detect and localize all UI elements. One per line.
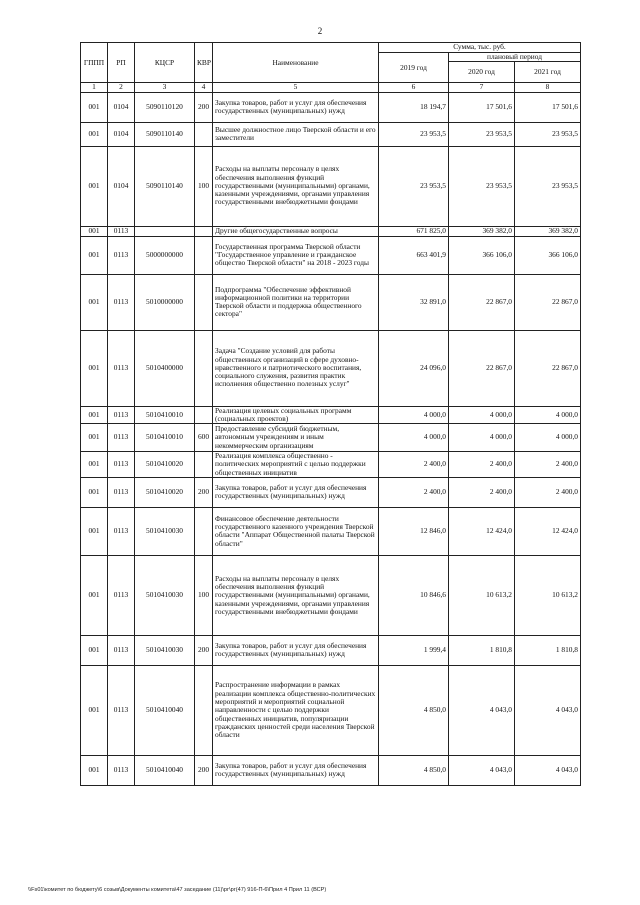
header-year-2020: 2020 год bbox=[449, 62, 515, 83]
cell-kcsr bbox=[135, 226, 195, 236]
table-row bbox=[81, 92, 581, 122]
cell-2019: 4 000,0 bbox=[379, 406, 449, 424]
cell-2020: 2 400,0 bbox=[449, 452, 515, 478]
cell-name: Подпрограмма "Обеспечение эффективной информационной политики на территории Тверской области и поддержка общественного сектора" bbox=[213, 274, 379, 330]
cell-2021: 366 106,0 bbox=[515, 236, 581, 274]
cell-rp: 0113 bbox=[108, 477, 135, 507]
cell-2019: 4 000,0 bbox=[379, 424, 449, 452]
cell-kcsr: 5090110140 bbox=[135, 146, 195, 226]
cell-rp: 0104 bbox=[108, 92, 135, 122]
cell-2021: 369 382,0 bbox=[515, 226, 581, 236]
cell-2021: 1 810,8 bbox=[515, 635, 581, 665]
cell-kcsr: 5010410030 bbox=[135, 555, 195, 635]
column-number: 2 bbox=[108, 83, 135, 92]
cell-rp: 0113 bbox=[108, 555, 135, 635]
cell-2019: 4 850,0 bbox=[379, 755, 449, 785]
cell-kcsr: 5010000000 bbox=[135, 274, 195, 330]
cell-2020: 12 424,0 bbox=[449, 507, 515, 555]
cell-2021: 17 501,6 bbox=[515, 92, 581, 122]
cell-kcsr: 5010400000 bbox=[135, 330, 195, 406]
cell-kcsr: 5000000000 bbox=[135, 236, 195, 274]
cell-kvr bbox=[195, 452, 213, 478]
cell-2019: 10 846,6 bbox=[379, 555, 449, 635]
column-number: 1 bbox=[81, 83, 108, 92]
cell-kcsr: 5090110140 bbox=[135, 122, 195, 146]
cell-name: Высшее должностное лицо Тверской области и его заместители bbox=[213, 122, 379, 146]
cell-name: Государственная программа Тверской области "Государственное управление и гражданское общество Тверской области" на 2018 - 2023 годы bbox=[213, 236, 379, 274]
cell-name: Реализация комплекса общественно - политических мероприятий с целью поддержки общественных инициатив bbox=[213, 452, 379, 478]
cell-gppp: 001 bbox=[81, 146, 108, 226]
cell-2020: 366 106,0 bbox=[449, 236, 515, 274]
cell-rp: 0113 bbox=[108, 665, 135, 755]
cell-rp: 0113 bbox=[108, 424, 135, 452]
cell-2020: 369 382,0 bbox=[449, 226, 515, 236]
cell-gppp: 001 bbox=[81, 424, 108, 452]
cell-rp: 0113 bbox=[108, 236, 135, 274]
cell-kcsr: 5010410040 bbox=[135, 755, 195, 785]
cell-2021: 4 000,0 bbox=[515, 424, 581, 452]
table-row bbox=[81, 330, 581, 406]
cell-2020: 2 400,0 bbox=[449, 477, 515, 507]
header-planned-period: плановый период bbox=[449, 53, 581, 62]
cell-kvr: 200 bbox=[195, 635, 213, 665]
cell-kvr: 200 bbox=[195, 755, 213, 785]
cell-rp: 0104 bbox=[108, 146, 135, 226]
cell-kvr: 200 bbox=[195, 477, 213, 507]
cell-name: Закупка товаров, работ и услуг для обеспечения государственных (муниципальных) нужд bbox=[213, 635, 379, 665]
cell-kvr: 200 bbox=[195, 92, 213, 122]
cell-gppp: 001 bbox=[81, 226, 108, 236]
cell-gppp: 001 bbox=[81, 507, 108, 555]
table-row bbox=[81, 555, 581, 635]
table-row bbox=[81, 507, 581, 555]
table-row bbox=[81, 452, 581, 478]
table-row bbox=[81, 122, 581, 146]
cell-name: Закупка товаров, работ и услуг для обеспечения государственных (муниципальных) нужд bbox=[213, 755, 379, 785]
cell-rp: 0113 bbox=[108, 330, 135, 406]
cell-kvr bbox=[195, 507, 213, 555]
cell-kvr bbox=[195, 665, 213, 755]
cell-kvr bbox=[195, 236, 213, 274]
cell-2019: 24 096,0 bbox=[379, 330, 449, 406]
cell-gppp: 001 bbox=[81, 330, 108, 406]
cell-2021: 12 424,0 bbox=[515, 507, 581, 555]
cell-gppp: 001 bbox=[81, 665, 108, 755]
header-sum: Сумма, тыс. руб. bbox=[379, 43, 581, 53]
column-numbers-row bbox=[81, 83, 581, 92]
cell-rp: 0113 bbox=[108, 755, 135, 785]
cell-kvr: 100 bbox=[195, 555, 213, 635]
cell-kcsr: 5010410040 bbox=[135, 665, 195, 755]
cell-rp: 0113 bbox=[108, 635, 135, 665]
file-path-footer: \\Fs01\комитет по бюджету\6 созыв\Документы комитета\47 заседание (11)\рг\рг(47) 916-П-6\Прил 4 Прил 11 (ВСР) bbox=[28, 887, 327, 893]
table-row bbox=[81, 274, 581, 330]
budget-table bbox=[80, 42, 581, 786]
cell-2021: 22 867,0 bbox=[515, 274, 581, 330]
cell-gppp: 001 bbox=[81, 406, 108, 424]
cell-2019: 32 891,0 bbox=[379, 274, 449, 330]
cell-name: Предоставление субсидий бюджетным, автономным учреждениям и иным некоммерческим организациям bbox=[213, 424, 379, 452]
cell-2019: 23 953,5 bbox=[379, 122, 449, 146]
header-year-2021: 2021 год bbox=[515, 62, 581, 83]
cell-kcsr: 5090110120 bbox=[135, 92, 195, 122]
header-rp: РП bbox=[108, 43, 135, 83]
cell-kcsr: 5010410020 bbox=[135, 452, 195, 478]
table-row bbox=[81, 226, 581, 236]
cell-2020: 23 953,5 bbox=[449, 146, 515, 226]
table-row bbox=[81, 477, 581, 507]
cell-gppp: 001 bbox=[81, 755, 108, 785]
cell-2020: 4 043,0 bbox=[449, 755, 515, 785]
table-row bbox=[81, 665, 581, 755]
cell-name: Распространение информации в рамках реализации комплекса общественно-политических мероприятий и мероприятий социальной направленности с целью поддержки общественных инициатив, популяризации гражданских ценностей среди населения Тверской области bbox=[213, 665, 379, 755]
cell-name: Расходы на выплаты персоналу в целях обеспечения выполнения функций государственными (муниципальными) органами, казенными учреждениями, органами управления государственными внебюджетными фондами bbox=[213, 146, 379, 226]
column-number: 4 bbox=[195, 83, 213, 92]
cell-2021: 23 953,5 bbox=[515, 122, 581, 146]
column-number: 7 bbox=[449, 83, 515, 92]
header-gppp: ГППП bbox=[81, 43, 108, 83]
cell-kvr bbox=[195, 330, 213, 406]
cell-name: Закупка товаров, работ и услуг для обеспечения государственных (муниципальных) нужд bbox=[213, 92, 379, 122]
table-row bbox=[81, 755, 581, 785]
cell-gppp: 001 bbox=[81, 92, 108, 122]
cell-kvr: 100 bbox=[195, 146, 213, 226]
cell-2020: 10 613,2 bbox=[449, 555, 515, 635]
table-row bbox=[81, 424, 581, 452]
cell-2020: 17 501,6 bbox=[449, 92, 515, 122]
cell-name: Финансовое обеспечение деятельности государственного казенного учреждения Тверской области "Аппарат Общественной палаты Тверской области" bbox=[213, 507, 379, 555]
cell-gppp: 001 bbox=[81, 236, 108, 274]
cell-2021: 4 000,0 bbox=[515, 406, 581, 424]
header-kcsr: КЦСР bbox=[135, 43, 195, 83]
cell-kcsr: 5010410010 bbox=[135, 406, 195, 424]
cell-name: Закупка товаров, работ и услуг для обеспечения государственных (муниципальных) нужд bbox=[213, 477, 379, 507]
header-year-2019: 2019 год bbox=[379, 53, 449, 83]
column-number: 6 bbox=[379, 83, 449, 92]
column-number: 3 bbox=[135, 83, 195, 92]
column-number: 5 bbox=[213, 83, 379, 92]
cell-kcsr: 5010410010 bbox=[135, 424, 195, 452]
cell-2021: 2 400,0 bbox=[515, 452, 581, 478]
cell-kvr: 600 bbox=[195, 424, 213, 452]
column-number: 8 bbox=[515, 83, 581, 92]
cell-name: Реализация целевых социальных программ (социальных проектов) bbox=[213, 406, 379, 424]
cell-rp: 0113 bbox=[108, 507, 135, 555]
cell-kcsr: 5010410020 bbox=[135, 477, 195, 507]
cell-2021: 22 867,0 bbox=[515, 330, 581, 406]
cell-gppp: 001 bbox=[81, 274, 108, 330]
cell-2021: 4 043,0 bbox=[515, 665, 581, 755]
cell-2021: 23 953,5 bbox=[515, 146, 581, 226]
cell-2020: 23 953,5 bbox=[449, 122, 515, 146]
cell-2019: 2 400,0 bbox=[379, 477, 449, 507]
cell-2021: 10 613,2 bbox=[515, 555, 581, 635]
cell-2019: 671 825,0 bbox=[379, 226, 449, 236]
cell-2021: 2 400,0 bbox=[515, 477, 581, 507]
cell-gppp: 001 bbox=[81, 452, 108, 478]
cell-kvr bbox=[195, 274, 213, 330]
cell-rp: 0104 bbox=[108, 122, 135, 146]
cell-gppp: 001 bbox=[81, 555, 108, 635]
cell-name: Другие общегосударственные вопросы bbox=[213, 226, 379, 236]
cell-kcsr: 5010410030 bbox=[135, 507, 195, 555]
cell-rp: 0113 bbox=[108, 274, 135, 330]
header-name: Наименование bbox=[213, 43, 379, 83]
table-row bbox=[81, 236, 581, 274]
cell-2019: 1 999,4 bbox=[379, 635, 449, 665]
cell-2019: 2 400,0 bbox=[379, 452, 449, 478]
cell-2020: 4 000,0 bbox=[449, 406, 515, 424]
cell-kvr bbox=[195, 406, 213, 424]
cell-2020: 1 810,8 bbox=[449, 635, 515, 665]
cell-2019: 18 194,7 bbox=[379, 92, 449, 122]
cell-kvr bbox=[195, 226, 213, 236]
cell-2019: 663 401,9 bbox=[379, 236, 449, 274]
cell-rp: 0113 bbox=[108, 406, 135, 424]
cell-2019: 4 850,0 bbox=[379, 665, 449, 755]
cell-2020: 4 000,0 bbox=[449, 424, 515, 452]
cell-gppp: 001 bbox=[81, 122, 108, 146]
cell-gppp: 001 bbox=[81, 477, 108, 507]
page-number: 2 bbox=[317, 26, 323, 36]
header-kvr: КВР bbox=[195, 43, 213, 83]
cell-2019: 12 846,0 bbox=[379, 507, 449, 555]
cell-2021: 4 043,0 bbox=[515, 755, 581, 785]
table-row bbox=[81, 635, 581, 665]
table-row bbox=[81, 406, 581, 424]
cell-2020: 22 867,0 bbox=[449, 330, 515, 406]
cell-2019: 23 953,5 bbox=[379, 146, 449, 226]
cell-2020: 4 043,0 bbox=[449, 665, 515, 755]
cell-name: Расходы на выплаты персоналу в целях обеспечения выполнения функций государственными (муниципальными) органами, казенными учреждениями, органами управления государственными внебюджетными фондами bbox=[213, 555, 379, 635]
cell-kvr bbox=[195, 122, 213, 146]
cell-2020: 22 867,0 bbox=[449, 274, 515, 330]
cell-kcsr: 5010410030 bbox=[135, 635, 195, 665]
cell-name: Задача "Создание условий для работы общественных организаций в сфере духовно-нравственного и патриотического воспитания, социального служения, развития практик исполнения общественно полезных услуг" bbox=[213, 330, 379, 406]
cell-rp: 0113 bbox=[108, 226, 135, 236]
cell-gppp: 001 bbox=[81, 635, 108, 665]
table-row bbox=[81, 146, 581, 226]
cell-rp: 0113 bbox=[108, 452, 135, 478]
